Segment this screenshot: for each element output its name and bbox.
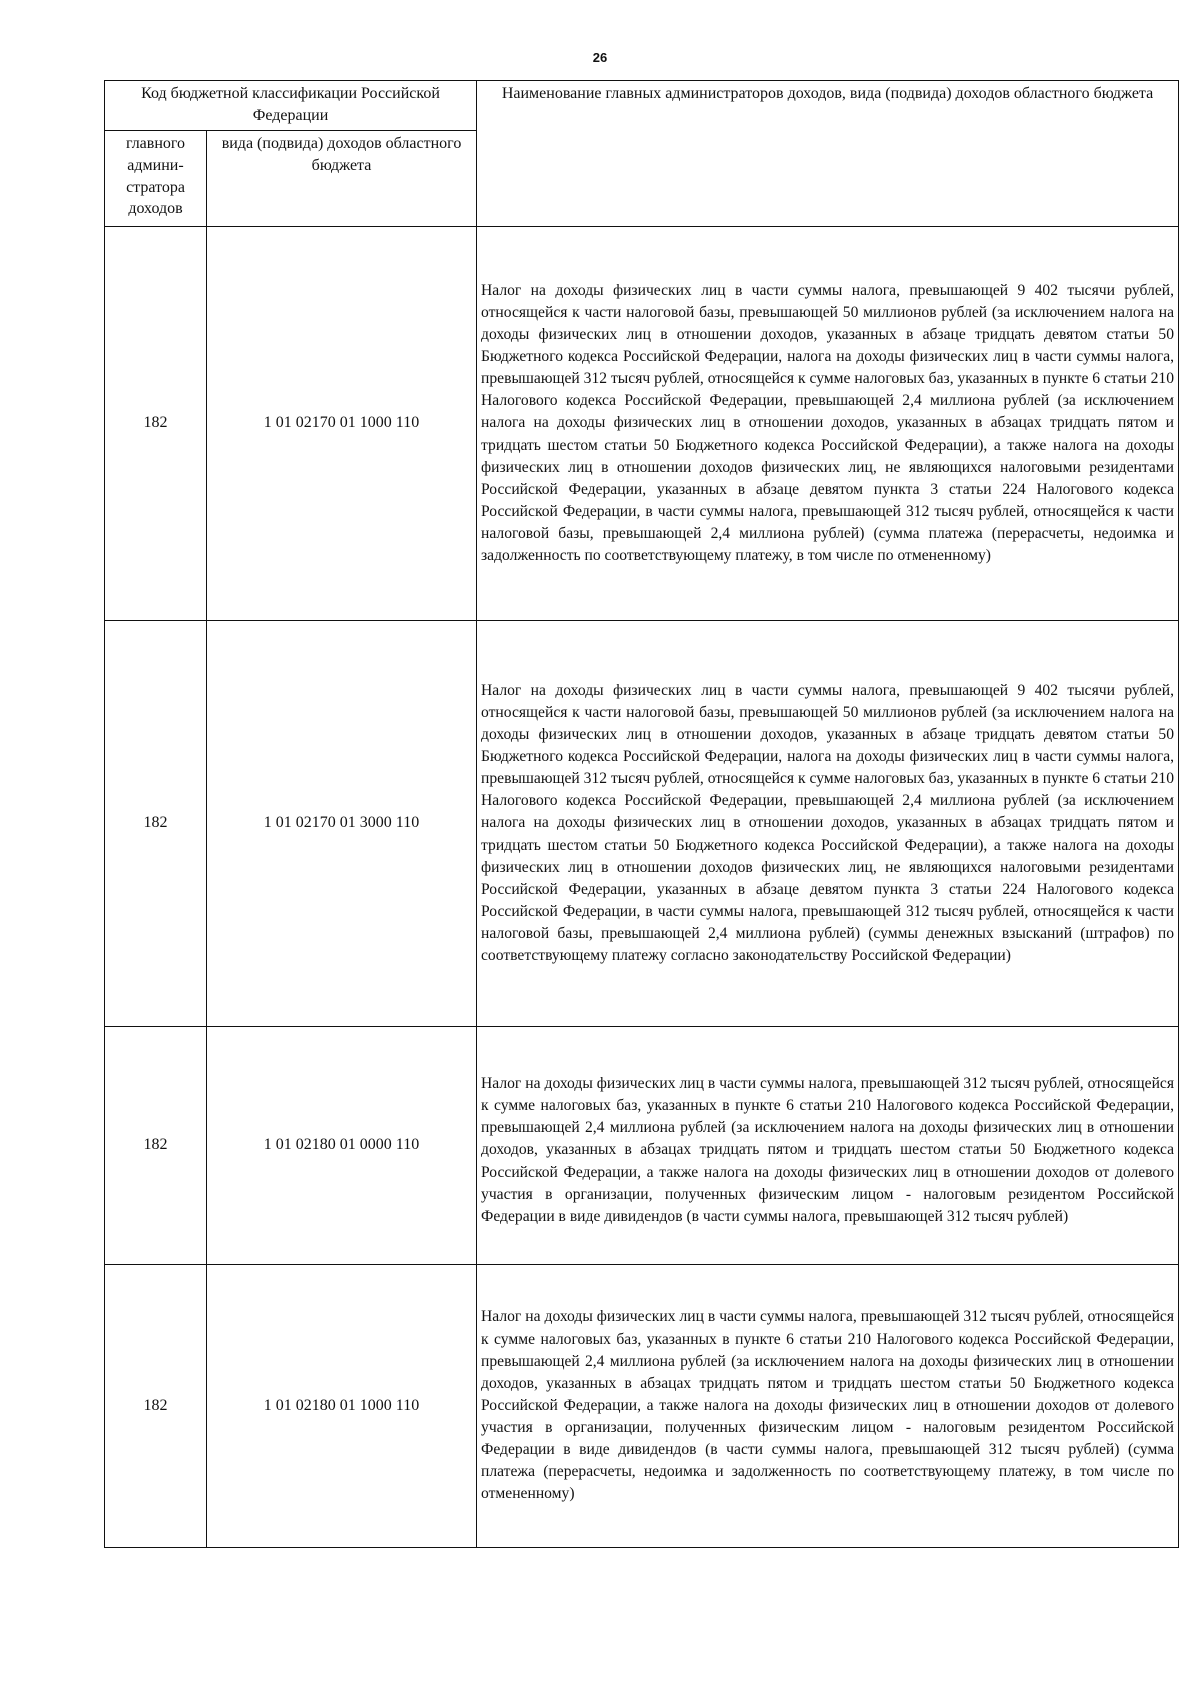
income-code-cell: 1 01 02180 01 0000 110: [207, 1027, 477, 1265]
admin-code-cell: 182: [105, 1265, 207, 1548]
table-row: [105, 621, 1179, 1027]
header-row-group: [105, 81, 1179, 131]
income-name-cell: Налог на доходы физических лиц в части суммы налога, превышающей 312 тысяч рублей, относящейся к сумме налоговых баз, указанных в пункте 6 статьи 210 Налогового кодекса Российской Федерации, превышающей 2,4 миллиона рублей (за исключением налога на доходы физических лиц в отношении доходов, указанных в абзацах тридцать пятом и тридцать шестом статьи 50 Бюджетного кодекса Российской Федерации, а также налога на доходы физических лиц в отношении доходов от долевого участия в организации, полученных физическим лицом - налоговым резидентом Российской Федерации в виде дивидендов (в части суммы налога, превышающей 312 тысяч рублей): [477, 1027, 1179, 1265]
admin-code-cell: 182: [105, 227, 207, 621]
income-code-cell: 1 01 02170 01 3000 110: [207, 621, 477, 1027]
table-row: [105, 1027, 1179, 1265]
header-main-administrator: главного админи-стратора доходов: [105, 131, 207, 227]
admin-code-cell: 182: [105, 1027, 207, 1265]
page-number: 26: [592, 50, 608, 65]
income-name-cell: Налог на доходы физических лиц в части суммы налога, превышающей 312 тысяч рублей, относящейся к сумме налоговых баз, указанных в пункте 6 статьи 210 Налогового кодекса Российской Федерации, превышающей 2,4 миллиона рублей (за исключением налога на доходы физических лиц в отношении доходов, указанных в абзацах тридцать пятом и тридцать шестом статьи 50 Бюджетного кодекса Российской Федерации, а также налога на доходы физических лиц в отношении доходов от долевого участия в организации, полученных физическим лицом - налоговым резидентом Российской Федерации в виде дивидендов (в части суммы налога, превышающей 312 тысяч рублей) (сумма платежа (перерасчеты, недоимка и задолженность по соответствующему платежу, в том числе по отмененному): [477, 1265, 1179, 1548]
income-code-cell: 1 01 02180 01 1000 110: [207, 1265, 477, 1548]
income-code-cell: 1 01 02170 01 1000 110: [207, 227, 477, 621]
admin-code-cell: 182: [105, 621, 207, 1027]
table-row: [105, 227, 1179, 621]
budget-classification-table: [104, 80, 1179, 1548]
header-administrator-name: Наименование главных администраторов доходов, вида (подвида) доходов областного бюджета: [477, 81, 1179, 227]
income-name-cell: Налог на доходы физических лиц в части суммы налога, превышающей 9 402 тысячи рублей, относящейся к части налоговой базы, превышающей 50 миллионов рублей (за исключением налога на доходы физических лиц в отношении доходов, указанных в абзаце тридцать девятом статьи 50 Бюджетного кодекса Российской Федерации, налога на доходы физических лиц в части суммы налога, превышающей 312 тысяч рублей, относящейся к сумме налоговых баз, указанных в пункте 6 статьи 210 Налогового кодекса Российской Федерации, превышающей 2,4 миллиона рублей (за исключением налога на доходы физических лиц в отношении доходов, указанных в абзацах тридцать пятом и тридцать шестом статьи 50 Бюджетного кодекса Российской Федерации), а также налога на доходы физических лиц в отношении доходов физических лиц, не являющихся налоговыми резидентами Российской Федерации, указанных в абзаце девятом пункта 3 статьи 224 Налогового кодекса Российской Федерации, в части суммы налога, превышающей 312 тысяч рублей, относящейся к части налоговой базы, превышающей 2,4 миллиона рублей) (суммы денежных взысканий (штрафов) по соответствующему платежу согласно законодательству Российской Федерации): [477, 621, 1179, 1027]
table-row: [105, 1265, 1179, 1548]
income-name-cell: Налог на доходы физических лиц в части суммы налога, превышающей 9 402 тысячи рублей, относящейся к части налоговой базы, превышающей 50 миллионов рублей (за исключением налога на доходы физических лиц в отношении доходов, указанных в абзаце тридцать девятом статьи 50 Бюджетного кодекса Российской Федерации, налога на доходы физических лиц в части суммы налога, превышающей 312 тысяч рублей, относящейся к сумме налоговых баз, указанных в пункте 6 статьи 210 Налогового кодекса Российской Федерации, превышающей 2,4 миллиона рублей (за исключением налога на доходы физических лиц в отношении доходов, указанных в абзацах тридцать пятом и тридцать шестом статьи 50 Бюджетного кодекса Российской Федерации), а также налога на доходы физических лиц в отношении доходов физических лиц, не являющихся налоговыми резидентами Российской Федерации, указанных в абзаце девятом пункта 3 статьи 224 Налогового кодекса Российской Федерации, в части суммы налога, превышающей 312 тысяч рублей, относящейся к части налоговой базы, превышающей 2,4 миллиона рублей) (сумма платежа (перерасчеты, недоимка и задолженность по соответствующему платежу, в том числе по отмененному): [477, 227, 1179, 621]
header-budget-code-group: Код бюджетной классификации Российской Федерации: [105, 81, 477, 131]
header-income-type: вида (подвида) доходов областного бюджета: [207, 131, 477, 227]
